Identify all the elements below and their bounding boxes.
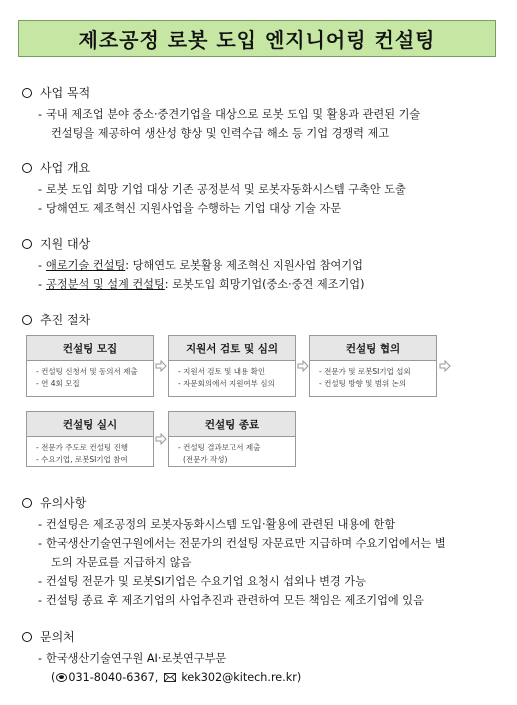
section-heading: 추진 절차 <box>40 313 91 327</box>
circle-bullet-icon <box>22 88 32 98</box>
list-item-continuation: 컨설팅을 제공하여 생산성 향상 및 인력수급 해소 등 기업 경쟁력 제고 <box>51 127 390 140</box>
step-box: 지원서 검토 및 심의 - 지원서 검토 및 내용 확인 - 자문회의에서 지원여부 심의 <box>168 335 296 397</box>
section-notes <box>22 494 446 610</box>
arrow-right-icon <box>155 360 167 372</box>
circle-bullet-icon <box>22 163 32 173</box>
section-target <box>22 235 364 294</box>
step-title: 컨설팅 협의 <box>310 336 436 361</box>
section-contact <box>22 628 301 687</box>
list-item: - 컨설팅 종료 후 제조기업의 사업추진과 관련하여 모든 책임은 제조기업에 있음 <box>38 594 424 607</box>
arrow-right-icon <box>439 360 451 372</box>
list-item: - 애로기술 컨설팅: 당해연도 로봇활용 제조혁신 지원사업 참여기업 <box>38 259 363 272</box>
email-address: kek302@kitech.re.kr) <box>181 671 302 684</box>
arrow-right-icon <box>297 360 309 372</box>
circle-bullet-icon <box>22 239 32 249</box>
list-item: - 컨설팅 전문가 및 로봇SI기업은 수요기업 요청시 섭외나 변경 가능 <box>38 575 366 588</box>
circle-bullet-icon <box>22 315 32 325</box>
section-heading: 지원 대상 <box>40 237 91 251</box>
list-item: - 로봇 도입 희망 기업 대상 기존 공정분석 및 로봇자동화시스템 구축안 도출 <box>38 183 406 196</box>
circle-bullet-icon <box>22 498 32 508</box>
list-item: - 당해연도 제조혁신 지원사업을 수행하는 기업 대상 기술 자문 <box>38 202 342 215</box>
page-title: 제조공정 로봇 도입 엔지니어링 컨설팅 <box>78 28 436 52</box>
step-title: 컨설팅 모집 <box>27 336 153 361</box>
envelope-icon <box>164 673 176 682</box>
step-box: 컨설팅 종료 - 컨설팅 결과보고서 제출 (전문가 작성) <box>168 411 296 467</box>
step-title: 지원서 검토 및 심의 <box>169 336 295 361</box>
phone-number: 031-8040-6367, <box>68 671 159 684</box>
circle-bullet-icon <box>22 632 32 642</box>
step-title: 컨설팅 종료 <box>169 412 295 437</box>
list-item: - 한국생산기술연구원 AI·로봇연구부문 <box>38 652 227 665</box>
title-banner <box>18 20 496 57</box>
list-item-continuation: 도의 자문료를 지급하지 않음 <box>51 556 192 569</box>
section-heading: 유의사항 <box>40 496 87 510</box>
contact-line: ( 031-8040-6367, kek302@kitech.re.kr) <box>51 668 301 687</box>
section-heading: 사업 개요 <box>40 161 91 175</box>
section-procedure <box>22 311 90 328</box>
arrow-right-icon <box>155 433 167 445</box>
list-item: - 컨설팅은 제조공정의 로봇자동화시스템 도입·활용에 관련된 내용에 한함 <box>38 518 396 531</box>
step-box: 컨설팅 협의 - 전문가 및 로봇SI기업 섭외 - 컨설팅 방향 및 범위 논의 <box>309 335 437 397</box>
step-box: 컨설팅 모집 - 컨설팅 신청서 및 동의서 제출 - 연 4회 모집 <box>26 335 154 397</box>
section-heading: 사업 목적 <box>40 86 91 100</box>
list-item: - 국내 제조업 분야 중소·중견기업을 대상으로 로봇 도입 및 활용과 관련된 기술 <box>38 108 421 121</box>
list-item: - 한국생산기술연구원에서는 전문가의 컨설팅 자문료만 지급하며 수요기업에서는 별 <box>38 537 446 550</box>
section-purpose <box>22 84 420 143</box>
phone-icon <box>56 673 67 682</box>
step-box: 컨설팅 실시 - 전문가 주도로 컨설팅 진행 - 수요기업, 로봇SI기업 참여 <box>26 411 154 467</box>
section-heading: 문의처 <box>40 630 75 644</box>
section-overview <box>22 159 406 218</box>
list-item: - 공정분석 및 설계 컨설팅: 로봇도입 희망기업(중소·중견 제조기업) <box>38 278 365 291</box>
step-title: 컨설팅 실시 <box>27 412 153 437</box>
